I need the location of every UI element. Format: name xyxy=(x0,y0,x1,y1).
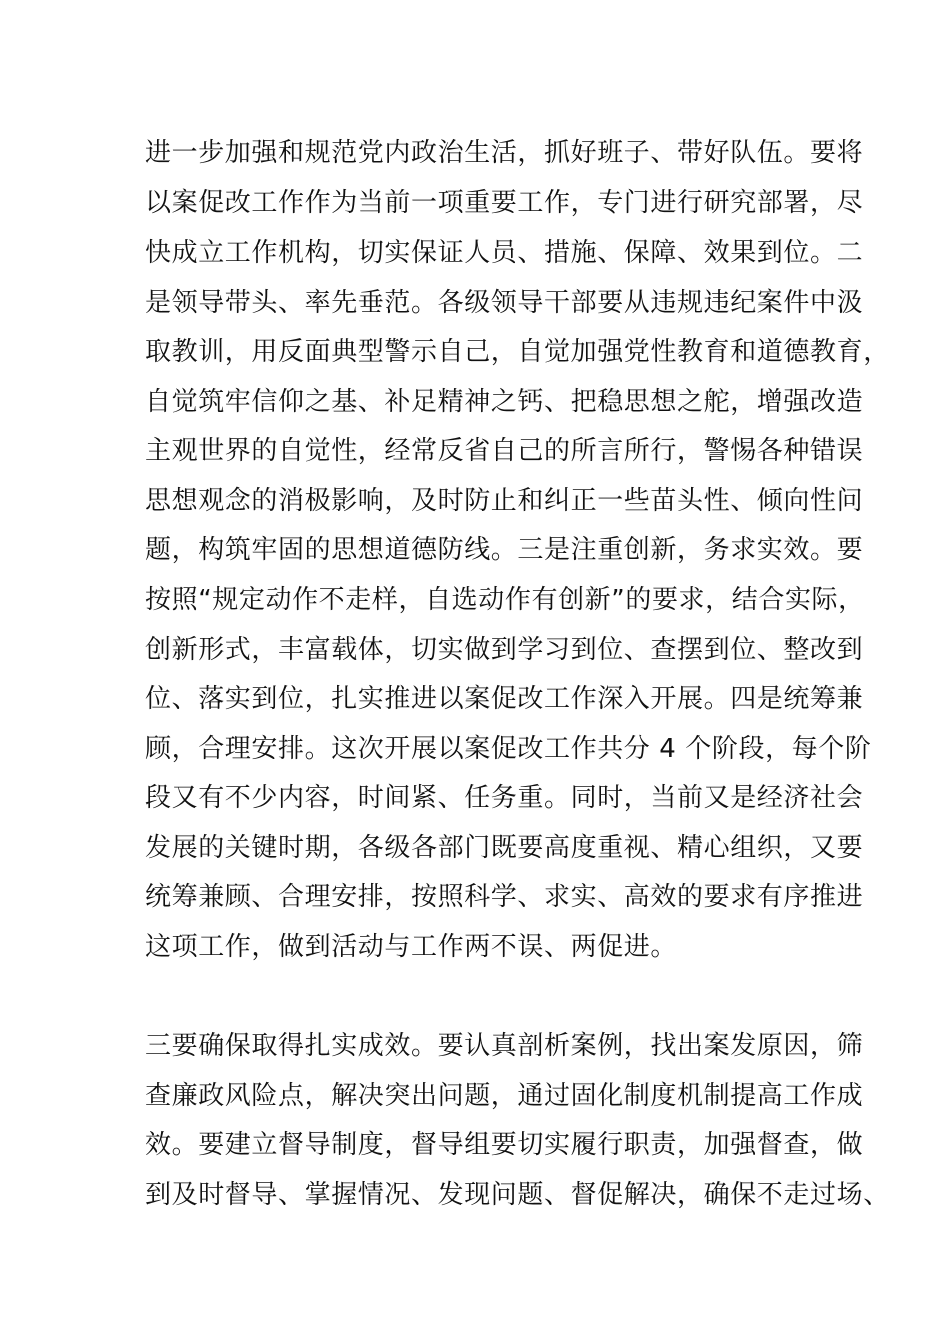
paragraph-line: 发展的关键时期，各级各部门既要高度重视、精心组织，又要 xyxy=(145,833,864,863)
paragraph-line: 这项工作，做到活动与工作两不误、两促进。 xyxy=(145,932,678,962)
paragraph-line: 是领导带头、率先垂范。各级领导干部要从违规违纪案件中汲 xyxy=(145,288,864,318)
paragraph-line: 自觉筑牢信仰之基、补足精神之钙、把稳思想之舵，增强改造 xyxy=(145,387,864,417)
paragraph-line: 到及时督导、掌握情况、发现问题、督促解决，确保不走过场、 xyxy=(145,1180,890,1210)
paragraph-line: 主观世界的自觉性，经常反省自己的所言所行，警惕各种错误 xyxy=(145,436,864,466)
paragraph-line: 三要确保取得扎实成效。要认真剖析案例，找出案发原因，筛 xyxy=(145,1031,864,1061)
paragraph-line: 取教训，用反面典型警示自己，自觉加强党性教育和道德教育， xyxy=(145,337,890,367)
paragraph-line: 位、落实到位，扎实推进以案促改工作深入开展。四是统筹兼 xyxy=(145,684,864,714)
paragraph-line: 进一步加强和规范党内政治生活，抓好班子、带好队伍。要将 xyxy=(145,138,864,168)
paragraph-line: 思想观念的消极影响，及时防止和纠正一些苗头性、倾向性问 xyxy=(145,486,864,516)
paragraph-line: 查廉政风险点，解决突出问题，通过固化制度机制提高工作成 xyxy=(145,1081,864,1111)
paragraph-line: 题，构筑牢固的思想道德防线。三是注重创新，务求实效。要 xyxy=(145,535,864,565)
paragraph-line: 快成立工作机构，切实保证人员、措施、保障、效果到位。二 xyxy=(145,238,864,268)
paragraph-line: 以案促改工作作为当前一项重要工作，专门进行研究部署，尽 xyxy=(145,188,864,218)
paragraph-line: 统筹兼顾、合理安排，按照科学、求实、高效的要求有序推进 xyxy=(145,882,864,912)
paragraph-line: 段又有不少内容，时间紧、任务重。同时，当前又是经济社会 xyxy=(145,783,864,813)
paragraph-line: 按照“规定动作不走样，自选动作有创新”的要求，结合实际， xyxy=(145,585,865,615)
paragraph-line: 创新形式，丰富载体，切实做到学习到位、查摆到位、整改到 xyxy=(145,635,864,665)
paragraph-line: 效。要建立督导制度，督导组要切实履行职责，加强督查，做 xyxy=(145,1130,864,1160)
paragraph-line: 顾，合理安排。这次开展以案促改工作共分 4 个阶段，每个阶 xyxy=(145,734,872,764)
